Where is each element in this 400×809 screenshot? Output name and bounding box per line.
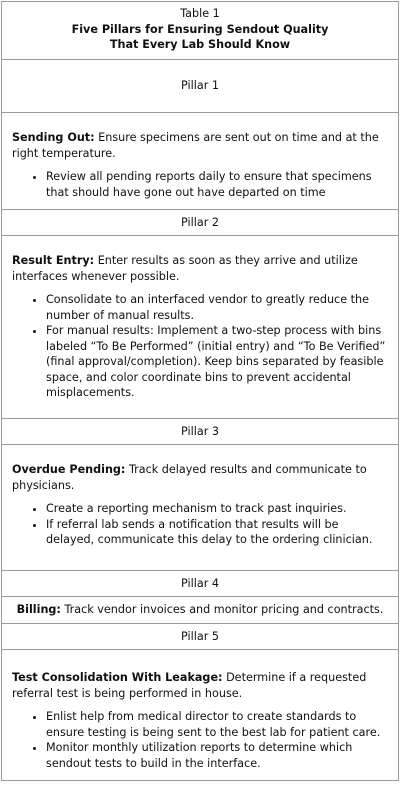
pillar-3-heading: Overdue Pending: [12, 463, 126, 476]
pillar-2-label-row [2, 210, 398, 236]
pillar-1-bullets [12, 169, 388, 200]
pillar-3-content [2, 445, 398, 571]
pillar-4-text: Track vendor invoices and monitor pricing and contracts. [60, 603, 384, 617]
pillar-5-content [2, 650, 398, 780]
pillar-2-heading: Result Entry: [12, 254, 95, 267]
pillar-2-content [2, 236, 398, 419]
pillar-3-text: Track delayed results and communicate to physicians. [12, 463, 367, 492]
pillar-5-label: Pillar 5 [181, 629, 219, 643]
pillar-5-description [12, 670, 388, 701]
pillar-4-description [17, 602, 384, 618]
table-caption: Table 1 [180, 7, 220, 20]
table-title-line-1: Five Pillars for Ensuring Sendout Quality [71, 22, 329, 36]
list-item: • Enlist help from medical director to create standards to ensure testing is being sent to the best lab for patient care. [46, 709, 388, 740]
table-title-line-2: That Every Lab Should Know [109, 38, 291, 51]
pillar-2-description [12, 253, 388, 284]
pillar-3-description [12, 462, 388, 493]
pillar-3-label-row [2, 419, 398, 445]
list-item: • For manual results: Implement a two-step process with bins labeled “To Be Performed” (initial entry) and “To Be Verified” (final approval/completion). Keep bins separated by feasible space, and color coordinate bins to prevent accidental misplacements. [46, 323, 388, 401]
pillar-5-bullets [12, 709, 388, 771]
pillar-2-bullets [12, 292, 388, 401]
pillar-1-description [12, 130, 388, 161]
pillar-1-label-row [2, 60, 398, 113]
pillar-5-text: Determine if a requested referral test is being performed in house. [12, 671, 367, 700]
pillar-1-content [2, 113, 398, 210]
list-item: • Monitor monthly utilization reports to determine which sendout tests to build in the interface. [46, 740, 388, 771]
list-item: • Create a reporting mechanism to track past inquiries. [46, 501, 388, 517]
pillar-2-label: Pillar 2 [181, 215, 219, 229]
pillar-4-label-row [2, 571, 398, 597]
pillar-5-label-row [2, 624, 398, 650]
list-item: • If referral lab sends a notification that results will be delayed, communicate this delay to the ordering clinician. [46, 517, 388, 548]
list-item: • Consolidate to an interfaced vendor to greatly reduce the number of manual results. [46, 292, 388, 323]
pillar-2-text: Enter results as soon as they arrive and utilize interfaces whenever possible. [12, 254, 358, 283]
pillar-1-heading: Sending Out: [12, 131, 95, 144]
pillar-5-heading: Test Consolidation With Leakage: [12, 671, 223, 684]
pillar-3-bullets [12, 501, 388, 548]
table-title [2, 2, 398, 60]
pillar-4-heading: Billing: [16, 603, 61, 617]
pillar-3-label: Pillar 3 [181, 424, 219, 438]
list-item: • Review all pending reports daily to ensure that specimens that should have gone out have departed on time [46, 169, 388, 200]
pillar-1-text: Ensure specimens are sent out on time and at the right temperature. [12, 131, 379, 160]
pillar-1-label: Pillar 1 [181, 79, 219, 93]
pillar-4-content [2, 597, 398, 624]
pillars-table [1, 1, 399, 781]
pillar-4-label: Pillar 4 [181, 576, 219, 590]
